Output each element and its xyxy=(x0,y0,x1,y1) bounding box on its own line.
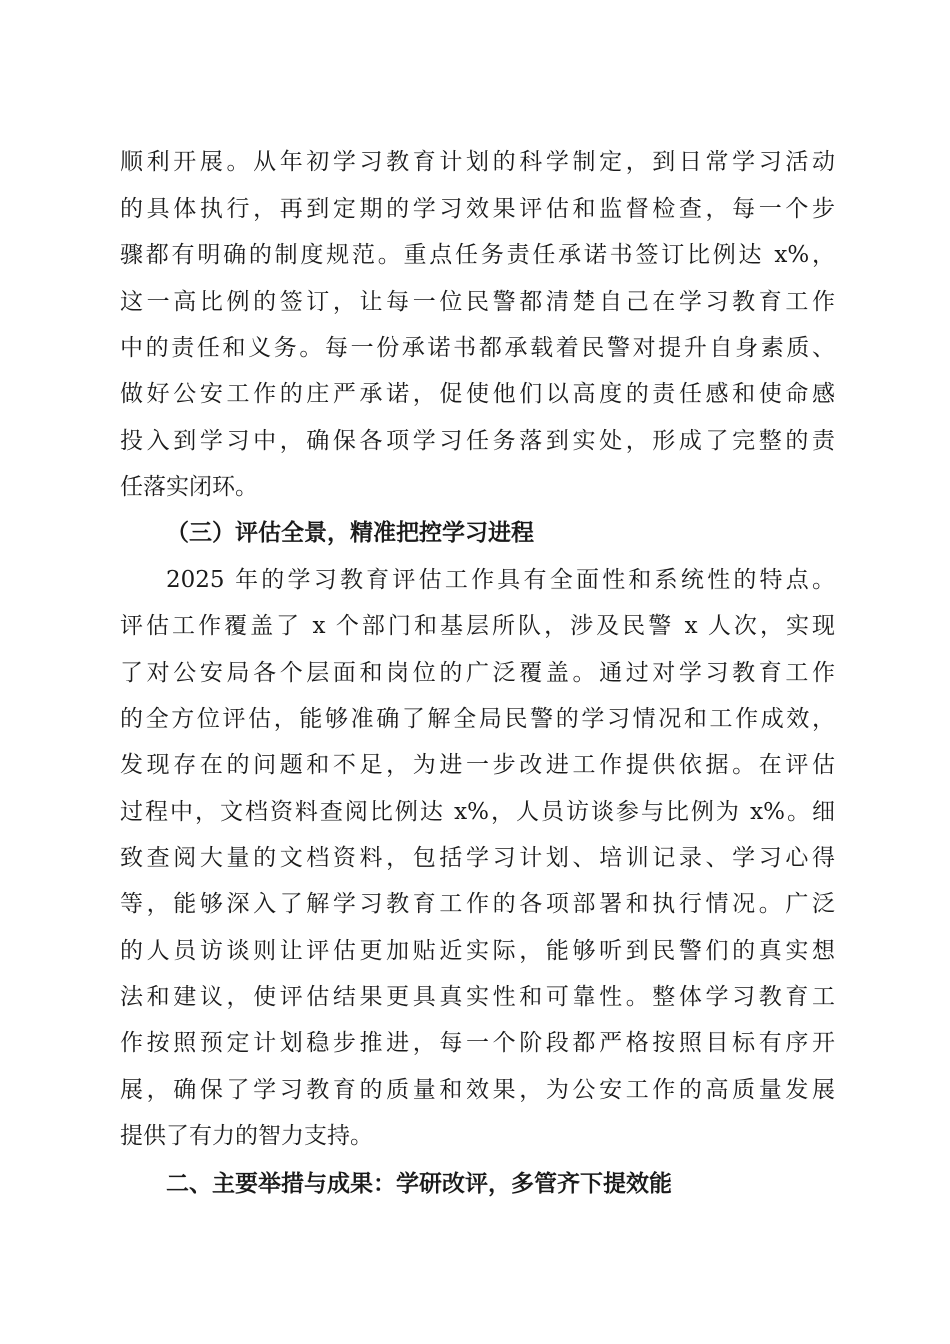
paragraph-line: 顺利开展。从年初学习教育计划的科学制定，到日常学习活动 xyxy=(120,149,835,175)
section-heading-3: （三）评估全景，精准把控学习进程 xyxy=(166,519,534,546)
paragraph-line: 的具体执行，再到定期的学习效果评估和监督检查，每一个步 xyxy=(120,196,835,222)
paragraph-line: 这一高比例的签订，让每一位民警都清楚自己在学习教育工作 xyxy=(120,289,835,315)
paragraph-line: 作按照预定计划稳步推进，每一个阶段都严格按照目标有序开 xyxy=(120,1030,835,1056)
paragraph-line: 了对公安局各个层面和岗位的广泛覆盖。通过对学习教育工作 xyxy=(120,660,835,686)
paragraph-line: 评估工作覆盖了 x 个部门和基层所队，涉及民警 x 人次，实现 xyxy=(120,613,835,639)
paragraph-line: 中的责任和义务。每一份承诺书都承载着民警对提升自身素质、 xyxy=(120,335,835,361)
paragraph-line: 骤都有明确的制度规范。重点任务责任承诺书签订比例达 x%， xyxy=(120,242,835,268)
paragraph-line: 提供了有力的智力支持。 xyxy=(120,1123,373,1149)
paragraph-line: 法和建议，使评估结果更具真实性和可靠性。整体学习教育工 xyxy=(120,984,835,1010)
paragraph-line: 的全方位评估，能够准确了解全局民警的学习情况和工作成效， xyxy=(120,706,835,732)
paragraph-line: 等，能够深入了解学习教育工作的各项部署和执行情况。广泛 xyxy=(120,891,835,917)
paragraph-line: 过程中，文档资料查阅比例达 x%，人员访谈参与比例为 x%。细 xyxy=(120,799,835,825)
paragraph-line: 任落实闭环。 xyxy=(120,474,258,500)
paragraph-line: 2025 年的学习教育评估工作具有全面性和系统性的特点。 xyxy=(166,567,835,593)
section-heading-2: 二、主要举措与成果：学研改评，多管齐下提效能 xyxy=(166,1171,672,1197)
paragraph-line: 致查阅大量的文档资料，包括学习计划、培训记录、学习心得 xyxy=(120,845,835,871)
paragraph-line: 做好公安工作的庄严承诺，促使他们以高度的责任感和使命感 xyxy=(120,381,835,407)
paragraph-line: 发现存在的问题和不足，为进一步改进工作提供依据。在评估 xyxy=(120,752,835,778)
paragraph-line: 投入到学习中，确保各项学习任务落到实处，形成了完整的责 xyxy=(120,428,835,454)
paragraph-line: 的人员访谈则让评估更加贴近实际，能够听到民警们的真实想 xyxy=(120,938,835,964)
paragraph-line: 展，确保了学习教育的质量和效果，为公安工作的高质量发展 xyxy=(120,1077,835,1103)
